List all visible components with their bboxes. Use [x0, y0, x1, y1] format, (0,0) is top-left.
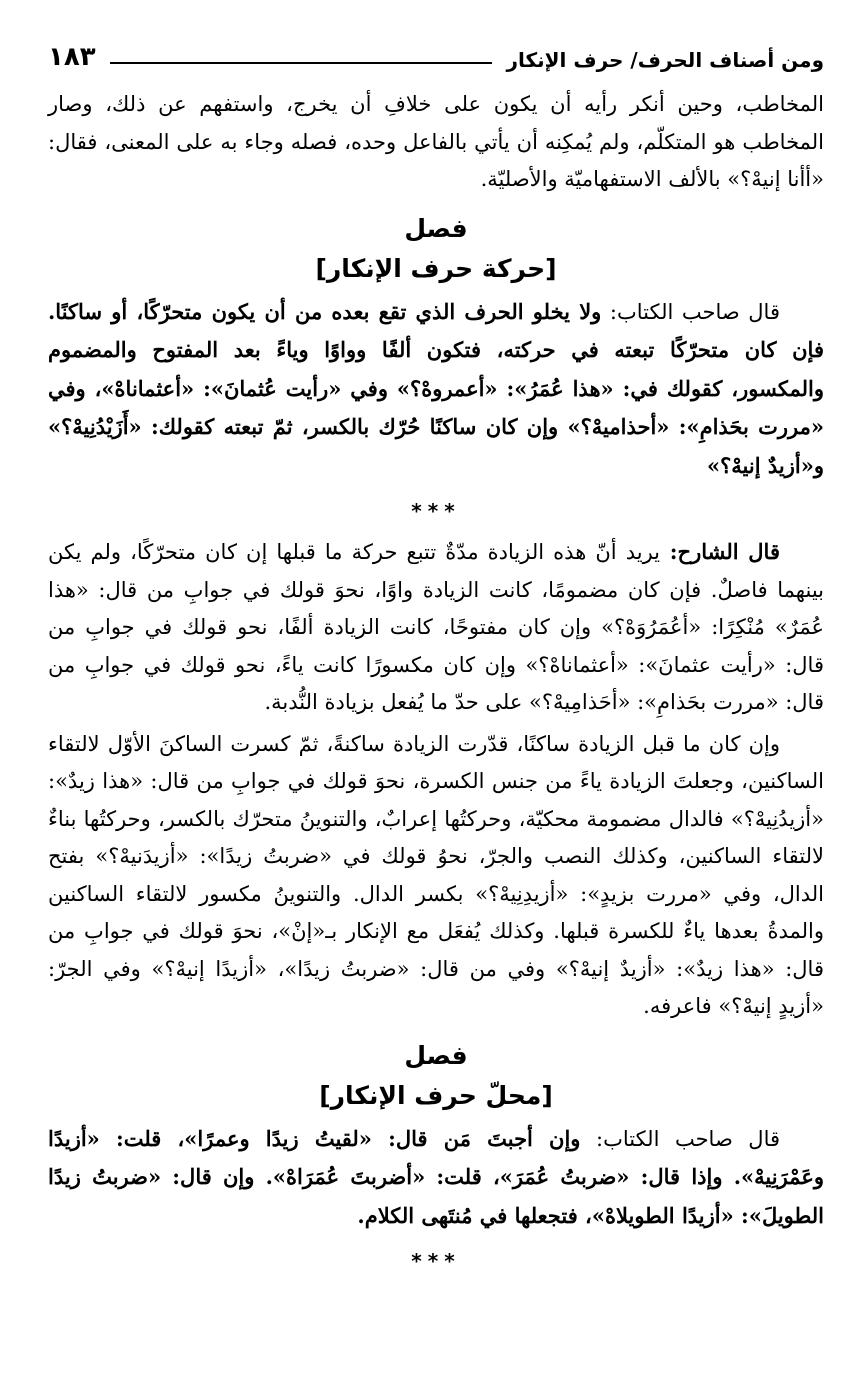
running-header [48, 38, 824, 72]
author-text-body: ولا يخلو الحرف الذي تقع بعده من أن يكون متحرّكًا، أو ساكنًا. فإن كان متحرّكًا تبعته في حركته، فتكون ألفًا وواوًا وياءً بعد المفتوح والمضموم والمكسور، كقولك في: «هذا عُمَرُ»: «أعمروهْ؟» وفي «رأيت عُثمانَ»: «أعثماناهْ»، وفي «مررت بحَذامِ»: «أحذاميهْ؟» وإن كان ساكنًا حُرّك بالكسر، ثمّ تبعته كقولك: «أَزَيْدُنِيهْ؟» و«أزيدٌ إنيهْ؟» [48, 298, 824, 478]
commentary-lead: قال الشارح: [660, 539, 780, 564]
page-number: ١٨٣ [48, 42, 96, 72]
author-text-body: وإن أجبتَ مَن قال: «لقيتُ زيدًا وعمرًا»، قلت: «أزيدًا وعَمْرَنِيهْ». وإذا قال: «ضربتُ عُمَرَ»، قلت: «أضربتَ عُمَرَاهْ». وإن قال: «ضربتُ زيدًا الطويلَ»: «أزيدًا الطويلاهْ»، فتجعلها في مُنتَهى الكلام. [48, 1125, 824, 1228]
continuation-paragraph: المخاطب، وحين أنكر رأيه أن يكون على خلافِ أن يخرج، واستفهم عن ذلك، وصار المخاطب هو المتكلّم، ولم يُمكِنه أن يأتي بالفاعل وحده، فصله وجاء به على المعنى، فقال: «أأنا إنيهْ؟» بالألف الاستفهاميّة والأصليّة. [48, 92, 824, 191]
section-label: فصل [404, 1040, 468, 1070]
author-text-paragraph [48, 293, 824, 486]
commentary-paragraph [48, 533, 824, 722]
running-header-title: ومن أصناف الحرف/ حرف الإنكار [506, 48, 824, 72]
header-rule [110, 62, 493, 64]
author-text-lead: قال صاحب الكتاب: [601, 299, 780, 324]
separator-stars: *** [411, 1249, 461, 1273]
author-text-lead: قال صاحب الكتاب: [580, 1126, 781, 1151]
section-label: فصل [404, 213, 468, 243]
separator-stars: *** [411, 499, 461, 523]
commentary-paragraph-continued: وإن كان ما قبل الزيادة ساكنًا، قدّرت الزيادة ساكنةً، ثمّ كسرت الساكنَ الأوّل لالتقاء الساكنين، وجعلتَ الزيادة ياءً من جنس الكسرة، نحوَ قولك في جوابِ من قال: «هذا زيدٌ»: «أزيدُنِيهْ؟» فالدال مضمومة محكيّة، وحركتُها إعرابٌ، والتنوينُ متحرّك بالكسر، وحركتُها بناءٌ لالتقاء الساكنين، وكذلك النصب والجرّ، نحوُ قولك في «ضربتُ زيدًا»: «أزيدَنيهْ؟» بفتح الدال، وفي «مررت بزيدٍ»: «أزيدِنِيهْ؟» بكسر الدال. والتنوينُ مكسور لالتقاء الساكنين والمدةُ بعدها ياءٌ للكسرة قبلها. وكذلك يُفعَل مع الإنكار بـ«إنْ»، نحوَ قولك في جوابِ من قال: «هذا زيدٌ»: «أزيدٌ إنيهْ؟» وفي من قال: «ضربتُ زيدًا»، «أزيدًا إنيهْ؟» وفي الجرّ: «أزيدٍ إنيهْ؟» فاعرفه. [48, 731, 824, 1018]
section-title: [محلّ حرف الإنكار] [319, 1080, 553, 1110]
section-title: [حركة حرف الإنكار] [315, 253, 557, 283]
commentary-body: يريد أنّ هذه الزيادة مدّةٌ تتبع حركة ما قبلها إن كان متحرّكًا، ولم يكن بينهما فاصلٌ. فإن كان مضمومًا، كانت الزيادة واوًا، نحوَ قولك في جوابِ من قال: «هذا عُمَرٌ» مُنْكِرًا: «أعُمَرُوَهْ؟» وإن كان مفتوحًا، كانت الزيادة ألفًا، نحو قولك في جوابِ من قال: «رأيت عثمانَ»: «أعثماناهْ؟» وإن كان مكسورًا كانت ياءً، نحو قولك في جوابِ من قال: «مررت بحَذامِ»: «أحَذامِيهْ؟» على حدّ ما يُفعل بزيادة النُّدبة. [48, 540, 824, 714]
author-text-paragraph [48, 1120, 824, 1236]
